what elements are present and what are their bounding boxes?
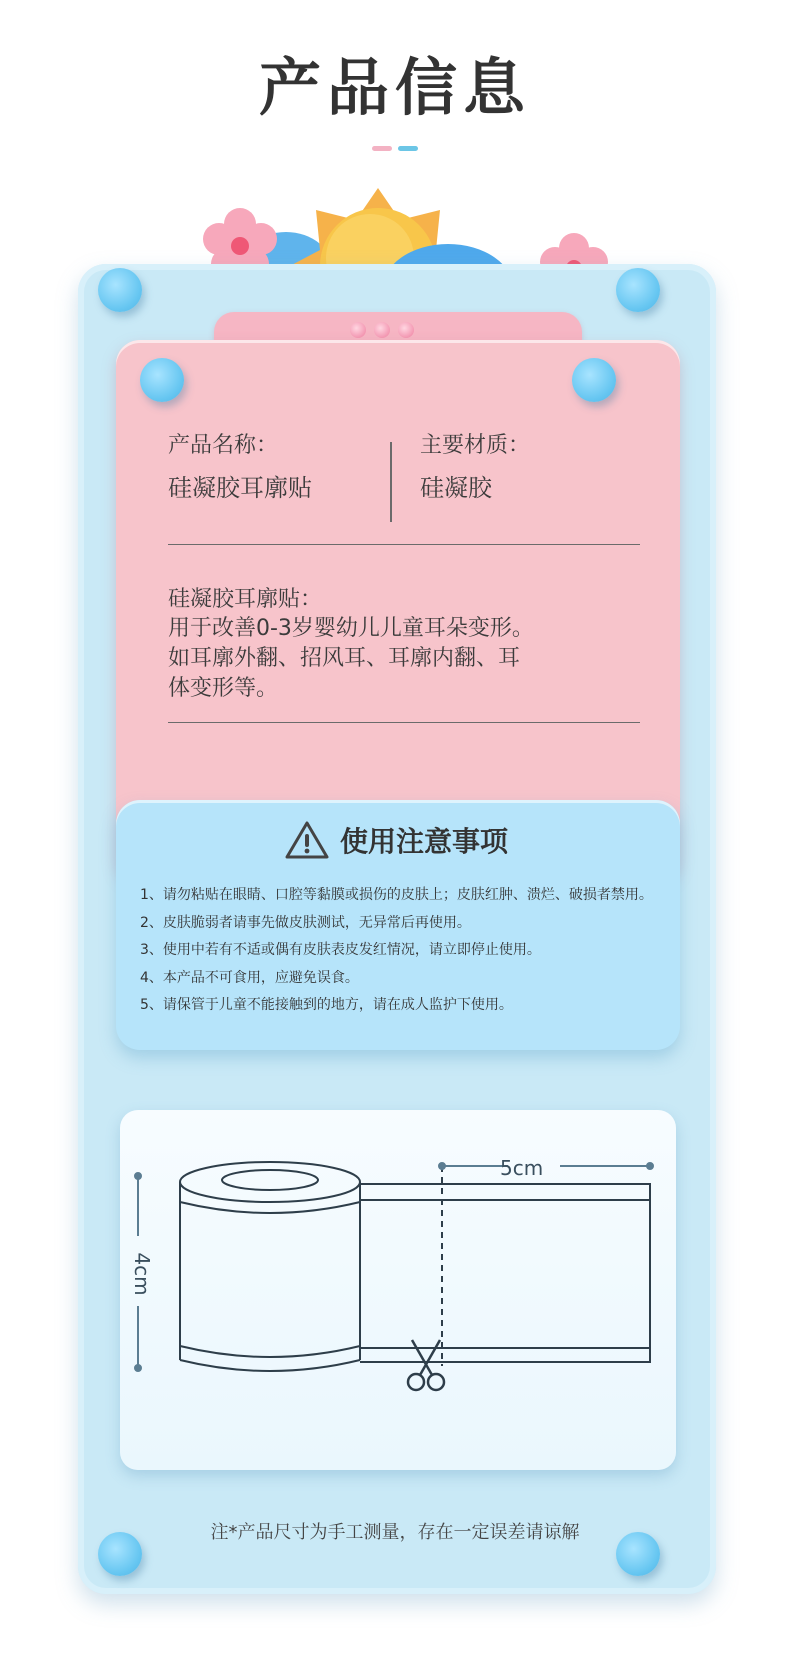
roll-bottom: [180, 1360, 360, 1371]
desc-line: 如耳廓外翻、招风耳、耳廓内翻、耳: [168, 646, 521, 671]
title-dash-pink: [372, 146, 392, 151]
tab-dot: [398, 322, 414, 338]
desc-line: 用于改善0-3岁婴幼儿儿童耳朵变形。: [168, 616, 534, 641]
caution-item: 1、请勿粘贴在眼睛、口腔等黏膜或损伤的皮肤上；皮肤红肿、溃烂、破损者禁用。: [140, 887, 653, 903]
height-label: 4cm: [130, 1252, 154, 1296]
desc-line: 体变形等。: [168, 676, 279, 701]
title-dash-blue: [398, 146, 418, 151]
tab-dot: [350, 322, 366, 338]
corner-dot-top-right: [616, 268, 660, 312]
product-name-label: 产品名称：: [168, 433, 279, 458]
dim-endpoint: [439, 1163, 445, 1169]
caution-item: 2、皮肤脆弱者请事先做皮肤测试，无异常后再使用。: [140, 914, 471, 931]
caution-title: 使用注意事项: [340, 825, 509, 858]
material-label: 主要材质：: [420, 433, 531, 458]
roll-band-top: [180, 1202, 360, 1213]
tape-strip: [360, 1184, 650, 1362]
caution-item: 3、使用中若有不适或偶有皮肤表皮发红情况，请立即停止使用。: [140, 942, 541, 958]
card-dot-right: [572, 358, 616, 402]
dim-endpoint: [135, 1365, 141, 1371]
dim-endpoint: [647, 1163, 653, 1169]
info-divider-top: [168, 544, 640, 545]
info-divider-bottom: [168, 722, 640, 723]
roll-top: [180, 1162, 360, 1202]
material-value: 硅凝胶: [420, 474, 492, 502]
caution-item: 5、请保管于儿童不能接触到的地方，请在成人监护下使用。: [140, 997, 513, 1013]
width-label: 5cm: [500, 1156, 544, 1180]
card-dot-left: [140, 358, 184, 402]
tab-dot: [374, 322, 390, 338]
measurement-note: 注*产品尺寸为手工测量，存在一定误差请谅解: [210, 1522, 580, 1543]
warning-triangle-icon: [284, 820, 330, 860]
roll-band-bottom: [180, 1346, 360, 1357]
dim-endpoint: [135, 1173, 141, 1179]
caution-item: 4、本产品不可食用，应避免误食。: [140, 969, 359, 986]
desc-body: [168, 614, 548, 704]
desc-title: 硅凝胶耳廓贴：: [168, 587, 323, 612]
corner-dot-top-left: [98, 268, 142, 312]
product-name-value: 硅凝胶耳廓贴: [168, 474, 312, 502]
caution-list: [140, 882, 653, 1020]
info-divider-vertical: [390, 442, 392, 522]
tape-roll-illustration: [120, 1110, 676, 1470]
roll-core: [222, 1170, 318, 1190]
page-title: 产品信息: [258, 51, 531, 124]
